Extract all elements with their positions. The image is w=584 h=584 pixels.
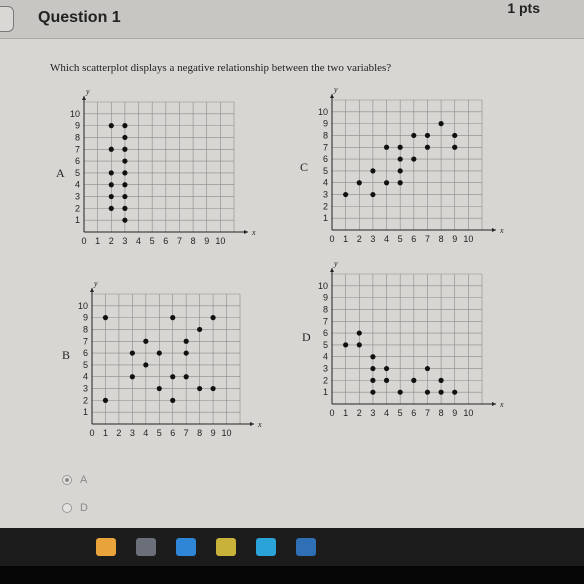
- scatter-point: [210, 315, 215, 320]
- scatter-point: [425, 145, 430, 150]
- y-tick-label: 6: [322, 154, 328, 165]
- y-tick-label: 3: [74, 191, 80, 202]
- x-tick-label: 9: [210, 428, 216, 438]
- x-tick-label: 10: [215, 236, 226, 246]
- scatter-point: [122, 218, 127, 223]
- x-axis-label: x: [500, 400, 504, 409]
- scatterplot-svg-d: [314, 260, 504, 424]
- scatter-point: [370, 378, 375, 383]
- x-tick-label: 10: [463, 408, 474, 418]
- x-tick-label: 0: [81, 236, 87, 246]
- scatter-point: [157, 386, 162, 391]
- x-axis-arrow: [250, 422, 254, 426]
- y-tick-label: 1: [74, 215, 80, 226]
- y-tick-label: 6: [82, 348, 88, 359]
- scatter-point: [109, 170, 114, 175]
- radio-button-d[interactable]: [62, 503, 72, 513]
- y-tick-label: 7: [322, 316, 328, 327]
- scatter-point: [343, 342, 348, 347]
- answer-option-a[interactable]: [62, 474, 87, 486]
- x-tick-label: 5: [397, 408, 403, 418]
- x-tick-label: 7: [176, 236, 182, 246]
- scatter-point: [130, 374, 135, 379]
- store-icon[interactable]: [136, 538, 156, 556]
- x-tick-label: 10: [221, 428, 232, 438]
- radio-button-a[interactable]: [62, 475, 72, 485]
- x-axis-label: x: [500, 226, 504, 235]
- scatter-point: [103, 398, 108, 403]
- scatter-point: [122, 147, 127, 152]
- x-tick-label: 3: [370, 408, 376, 418]
- y-tick-label: 6: [74, 156, 80, 167]
- x-tick-label: 5: [149, 236, 155, 246]
- y-tick-label: 4: [322, 351, 328, 362]
- chat-app-icon[interactable]: [216, 538, 236, 556]
- scatterplot-svg-c: [314, 86, 504, 250]
- scatter-point: [170, 374, 175, 379]
- x-tick-label: 4: [384, 408, 390, 418]
- scatter-point: [452, 145, 457, 150]
- x-tick-label: 6: [411, 234, 417, 244]
- y-tick-label: 5: [322, 165, 328, 176]
- y-tick-label: 5: [74, 167, 80, 178]
- scatter-point: [398, 180, 403, 185]
- y-tick-label: 2: [82, 395, 88, 406]
- x-tick-label: 4: [143, 428, 149, 438]
- x-tick-label: 6: [163, 236, 169, 246]
- y-tick-label: 1: [322, 213, 328, 224]
- y-axis-arrow: [330, 268, 334, 272]
- scatter-point: [130, 350, 135, 355]
- scatterplot-d: [314, 260, 504, 429]
- scatter-point: [109, 147, 114, 152]
- choice-label-c: C: [300, 160, 309, 174]
- scatter-point: [210, 386, 215, 391]
- scatter-point: [438, 378, 443, 383]
- scatter-point: [370, 366, 375, 371]
- scatter-point: [170, 398, 175, 403]
- x-tick-label: 8: [438, 234, 444, 244]
- scatter-point: [452, 390, 457, 395]
- x-axis-arrow: [244, 230, 248, 234]
- scatter-point: [370, 168, 375, 173]
- x-tick-label: 4: [136, 236, 142, 246]
- y-tick-label: 7: [74, 144, 80, 155]
- choice-label-a: A: [56, 166, 65, 180]
- scatter-point: [370, 390, 375, 395]
- scatter-point: [384, 180, 389, 185]
- scatterplot-c: [314, 86, 504, 255]
- scatter-point: [384, 366, 389, 371]
- scatter-point: [122, 135, 127, 140]
- scatter-point: [122, 123, 127, 128]
- y-axis-label: y: [334, 259, 338, 268]
- x-tick-label: 3: [122, 236, 128, 246]
- x-tick-label: 0: [329, 234, 335, 244]
- scatter-point: [357, 342, 362, 347]
- scatter-point: [425, 133, 430, 138]
- scatter-point: [197, 327, 202, 332]
- app-icon-blue[interactable]: [176, 538, 196, 556]
- x-tick-label: 1: [102, 428, 108, 438]
- x-tick-label: 2: [356, 408, 362, 418]
- y-tick-label: 8: [82, 324, 88, 335]
- scatterplot-svg-a: [66, 88, 256, 252]
- x-tick-label: 9: [204, 236, 210, 246]
- y-tick-label: 10: [69, 108, 80, 119]
- scatter-point: [411, 133, 416, 138]
- y-tick-label: 5: [322, 339, 328, 350]
- y-tick-label: 2: [74, 203, 80, 214]
- x-tick-label: 5: [156, 428, 162, 438]
- scatter-point: [122, 206, 127, 211]
- scatter-point: [184, 374, 189, 379]
- y-tick-label: 7: [322, 142, 328, 153]
- x-tick-label: 8: [197, 428, 203, 438]
- browser-icon[interactable]: [256, 538, 276, 556]
- scatter-point: [109, 182, 114, 187]
- y-axis-label: y: [86, 87, 90, 96]
- answer-label-a: A: [80, 474, 88, 486]
- y-tick-label: 10: [77, 300, 88, 311]
- scatter-point: [411, 156, 416, 161]
- scatter-point: [398, 168, 403, 173]
- scatter-point: [370, 192, 375, 197]
- scatter-point: [438, 390, 443, 395]
- y-tick-label: 5: [82, 359, 88, 370]
- y-tick-label: 10: [317, 106, 328, 117]
- choice-label-b: B: [62, 348, 71, 362]
- y-tick-label: 4: [322, 177, 328, 188]
- x-tick-label: 6: [411, 408, 417, 418]
- points-label: 1 pts: [507, 0, 540, 16]
- scatter-point: [438, 121, 443, 126]
- x-tick-label: 5: [397, 234, 403, 244]
- scatter-point: [143, 339, 148, 344]
- y-tick-label: 3: [322, 363, 328, 374]
- scatter-point: [425, 390, 430, 395]
- x-tick-label: 1: [343, 408, 349, 418]
- y-tick-label: 2: [322, 375, 328, 386]
- y-tick-label: 8: [322, 130, 328, 141]
- question-prompt: Which scatterplot displays a negative relationship between the two variables?: [50, 62, 392, 74]
- x-tick-label: 2: [356, 234, 362, 244]
- scatter-point: [122, 170, 127, 175]
- x-tick-label: 7: [424, 408, 430, 418]
- x-tick-label: 0: [329, 408, 335, 418]
- scatter-point: [184, 339, 189, 344]
- x-tick-label: 2: [116, 428, 122, 438]
- y-axis-label: y: [94, 279, 98, 288]
- scatter-point: [411, 378, 416, 383]
- x-tick-label: 8: [438, 408, 444, 418]
- x-tick-label: 2: [108, 236, 114, 246]
- x-tick-label: 4: [384, 234, 390, 244]
- scatter-point: [184, 350, 189, 355]
- scatter-point: [452, 133, 457, 138]
- y-tick-label: 10: [317, 280, 328, 291]
- scatter-point: [357, 330, 362, 335]
- scatter-point: [122, 194, 127, 199]
- y-axis-arrow: [330, 94, 334, 98]
- x-tick-label: 1: [95, 236, 101, 246]
- scatter-point: [157, 350, 162, 355]
- x-axis-label: x: [258, 420, 262, 429]
- scatter-point: [425, 366, 430, 371]
- y-axis-arrow: [82, 96, 86, 100]
- x-tick-label: 10: [463, 234, 474, 244]
- y-tick-label: 9: [322, 118, 328, 129]
- scatterplot-svg-b: [74, 280, 262, 444]
- y-tick-label: 8: [322, 304, 328, 315]
- scatter-point: [384, 378, 389, 383]
- x-tick-label: 7: [183, 428, 189, 438]
- y-tick-label: 3: [322, 189, 328, 200]
- scatter-point: [370, 354, 375, 359]
- x-tick-label: 0: [89, 428, 95, 438]
- question-header: [0, 0, 584, 39]
- answer-label-d: D: [80, 502, 88, 514]
- y-tick-label: 3: [82, 383, 88, 394]
- y-tick-label: 1: [322, 387, 328, 398]
- scatter-point: [143, 362, 148, 367]
- scatter-point: [197, 386, 202, 391]
- scatter-point: [103, 315, 108, 320]
- scatter-point: [398, 390, 403, 395]
- y-tick-label: 6: [322, 328, 328, 339]
- y-axis-arrow: [90, 288, 94, 292]
- scatter-point: [122, 158, 127, 163]
- scatter-point: [384, 145, 389, 150]
- scatterplot-b: [74, 280, 262, 449]
- scatter-point: [109, 123, 114, 128]
- x-tick-label: 3: [129, 428, 135, 438]
- x-axis-arrow: [492, 228, 496, 232]
- y-axis-label: y: [334, 85, 338, 94]
- x-tick-label: 9: [452, 408, 458, 418]
- file-explorer-icon[interactable]: [96, 538, 116, 556]
- answer-option-d[interactable]: [62, 502, 88, 514]
- y-tick-label: 9: [82, 312, 88, 323]
- y-tick-label: 2: [322, 201, 328, 212]
- question-title: Question 1: [38, 9, 121, 26]
- scatter-point: [170, 315, 175, 320]
- x-axis-arrow: [492, 402, 496, 406]
- mail-icon[interactable]: [296, 538, 316, 556]
- scatterplot-a: [66, 88, 256, 257]
- scatter-point: [109, 194, 114, 199]
- scatter-point: [122, 182, 127, 187]
- scatter-point: [109, 206, 114, 211]
- x-tick-label: 3: [370, 234, 376, 244]
- screen-bezel: [0, 566, 584, 584]
- x-tick-label: 7: [424, 234, 430, 244]
- x-tick-label: 8: [190, 236, 196, 246]
- x-tick-label: 6: [170, 428, 176, 438]
- y-tick-label: 7: [82, 336, 88, 347]
- choice-label-d: D: [302, 330, 311, 344]
- y-tick-label: 4: [74, 179, 80, 190]
- flag-tab[interactable]: [0, 6, 14, 32]
- y-tick-label: 8: [74, 132, 80, 143]
- y-tick-label: 9: [74, 120, 80, 131]
- x-axis-label: x: [252, 228, 256, 237]
- x-tick-label: 1: [343, 234, 349, 244]
- scatter-point: [357, 180, 362, 185]
- y-tick-label: 1: [82, 407, 88, 418]
- scatter-point: [343, 192, 348, 197]
- scatter-point: [398, 156, 403, 161]
- x-tick-label: 9: [452, 234, 458, 244]
- y-tick-label: 9: [322, 292, 328, 303]
- scatter-point: [398, 145, 403, 150]
- y-tick-label: 4: [82, 371, 88, 382]
